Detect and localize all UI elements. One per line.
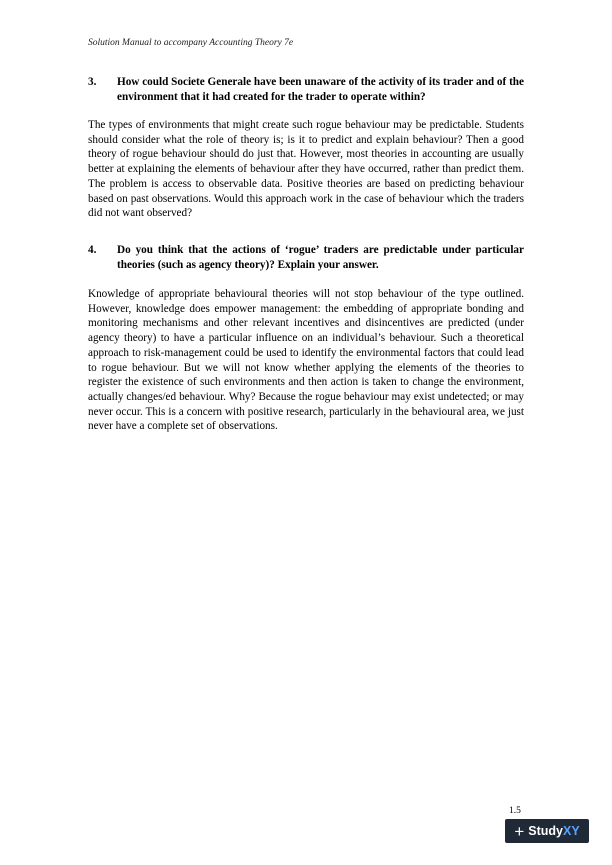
page-number: 1.5 [509,806,521,816]
answer-4: Knowledge of appropriate behavioural theories will not stop behaviour of the type outlined. However, knowledge does empower management: the embedding of appropriate bonding and monitoring mechanisms and other relevant incentives and disincentives are predicted (under agency theory) to have a particular influence on an individual’s behaviour. Such a theoretical approach to risk-management could be used to identify the environmental factors that could lead to rogue behaviour. But we will not know whether applying the elements of the theories to register the existence of such environments and then action is taken to change the environment, actually changes/ed behaviour. Why? Because the rogue behaviour may exist undetected; or may never occur. This is a concern with positive research, particularly in the behavioural area, we just never have a complete set of observations. [88,288,524,433]
question-number: 4. [88,244,97,256]
plus-icon: + [514,821,525,841]
logo-text-accent: XY [562,824,580,838]
question-text: How could Societe Generale have been unaware of the activity of its trader and of the environment that it had created for the trader to operate within? [117,76,524,103]
question-4 [88,243,524,272]
logo-text-main: Study [528,824,563,838]
running-header: Solution Manual to accompany Accounting Theory 7e [88,38,294,48]
question-number: 3. [88,76,97,88]
question-text: Do you think that the actions of ‘rogue’ traders are predictable under particular theories (such as agency theory)? Explain your answer. [117,244,524,271]
studyxy-logo[interactable] [505,819,589,843]
question-3 [88,75,524,104]
answer-3: The types of environments that might create such rogue behaviour may be predictable. Students should consider what the role of theory is; is it to predict and explain behaviour? Then a good theory of rogue behaviour should do just that. However, most theories in accounting are usually better at explaining the elements of behaviour after they have occurred, rather than predict them. The problem is access to observable data. Positive theories are based on predicting behaviour based on past observations. Would this approach work in the case of behaviour which the traders did not want observed? [88,119,524,220]
